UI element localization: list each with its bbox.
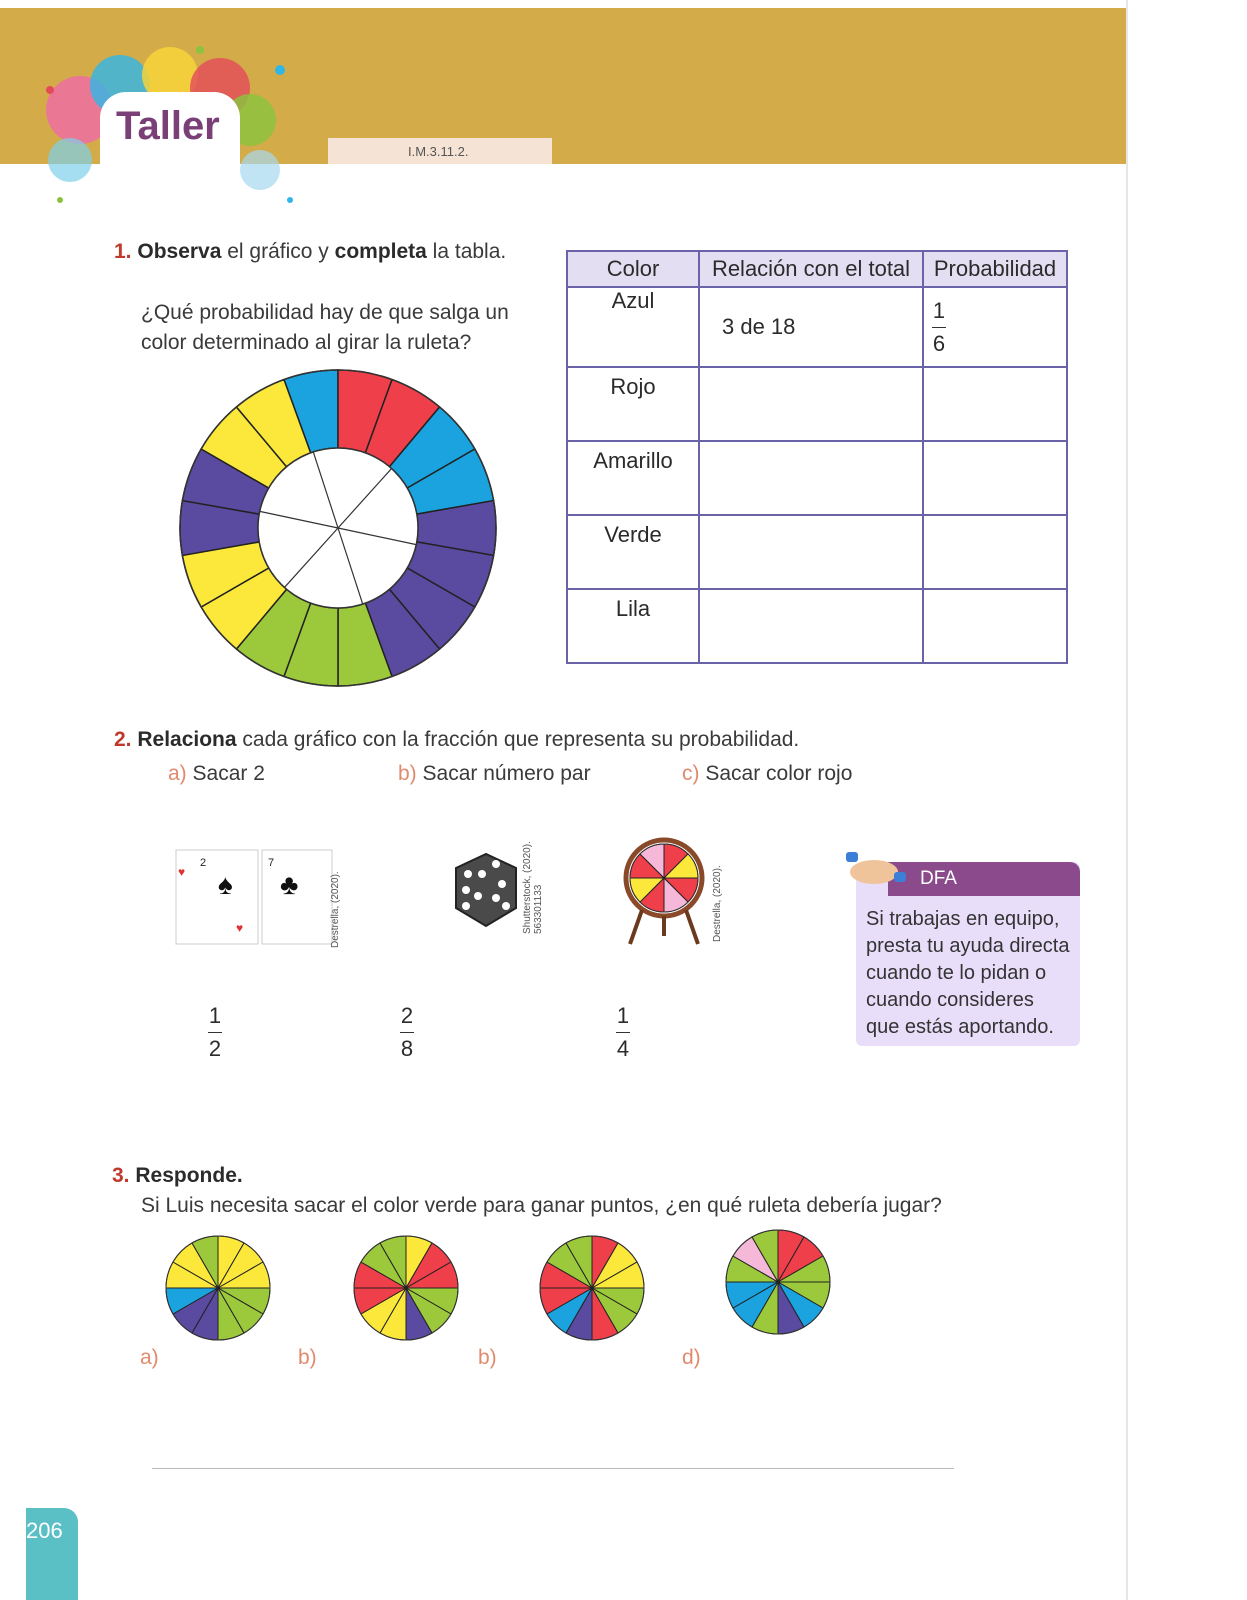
page-number: 206 bbox=[26, 1518, 63, 1543]
q3-instruction bbox=[112, 1164, 243, 1188]
roulette-b bbox=[350, 1232, 462, 1344]
roulette-stand-image bbox=[622, 836, 706, 946]
q2-option-c bbox=[682, 762, 852, 786]
card-rank: 2 bbox=[200, 857, 207, 869]
q2-option-b bbox=[398, 762, 591, 786]
image-credit: Destrella, (2020). bbox=[712, 865, 723, 942]
dfa-line: Si trabajas en equipo, bbox=[866, 908, 1060, 930]
table-row bbox=[567, 441, 1067, 515]
q3-question: Si Luis necesita sacar el color verde para ganar puntos, ¿en qué ruleta debería jugar? bbox=[141, 1194, 942, 1217]
fraction-denominator: 2 bbox=[208, 1036, 222, 1061]
option-text: Sacar número par bbox=[416, 762, 591, 785]
q3-bold: Responde. bbox=[135, 1164, 243, 1187]
roulette-leg bbox=[630, 910, 642, 944]
cell-color: Lila bbox=[567, 589, 699, 663]
cell-probability[interactable] bbox=[923, 441, 1067, 515]
fraction-denominator: 8 bbox=[400, 1036, 414, 1061]
fraction-numerator: 1 bbox=[208, 1003, 222, 1028]
hand-icon bbox=[840, 846, 910, 892]
cell-relation[interactable] bbox=[699, 367, 923, 441]
cell-probability bbox=[923, 287, 1067, 367]
dice-image bbox=[446, 850, 520, 930]
q2-number: 2. bbox=[114, 728, 132, 751]
option-text: Sacar color rojo bbox=[699, 762, 853, 785]
dfa-text bbox=[866, 906, 1076, 1041]
dfa-line: presta tu ayuda directa bbox=[866, 935, 1070, 957]
q2-instruction bbox=[114, 728, 799, 752]
q1-question-line-1: ¿Qué probabilidad hay de que salga un bbox=[141, 301, 509, 324]
fraction-numerator: 1 bbox=[932, 298, 946, 323]
cell-color: Amarillo bbox=[567, 441, 699, 515]
option-letter: b) bbox=[398, 762, 417, 785]
roulette-d bbox=[722, 1226, 834, 1338]
q1-question-line-2: color determinado al girar la ruleta? bbox=[141, 331, 472, 354]
table-header-row bbox=[567, 251, 1067, 287]
q1-bold-1: Observa bbox=[137, 240, 222, 263]
q1-end: la tabla. bbox=[426, 240, 507, 263]
cell-relation: 3 de 18 bbox=[699, 287, 923, 367]
option-letter: c) bbox=[682, 762, 700, 785]
roulette-label-d: d) bbox=[682, 1346, 701, 1369]
cell-color: Azul bbox=[567, 287, 699, 367]
q2-bold: Relaciona bbox=[137, 728, 237, 751]
header-probability: Probabilidad bbox=[923, 251, 1067, 287]
table-row bbox=[567, 287, 1067, 367]
q1-mid: el gráfico y bbox=[221, 240, 335, 263]
probability-table bbox=[566, 250, 1068, 664]
color-wheel bbox=[176, 366, 500, 690]
cell-color: Verde bbox=[567, 515, 699, 589]
club-icon: ♣ bbox=[280, 869, 299, 900]
q1-number: 1. bbox=[114, 240, 132, 263]
cell-probability[interactable] bbox=[923, 589, 1067, 663]
indicator-code-box bbox=[328, 138, 552, 164]
dfa-line: cuando te lo pidan o bbox=[866, 962, 1047, 984]
fraction-option-2[interactable] bbox=[400, 1004, 414, 1061]
option-letter: a) bbox=[168, 762, 187, 785]
q1-question bbox=[141, 298, 509, 358]
fraction-option-1[interactable] bbox=[208, 1004, 222, 1061]
dfa-line: que estás aportando. bbox=[866, 1016, 1054, 1038]
spade-icon: ♠ bbox=[218, 869, 233, 900]
cell-probability[interactable] bbox=[923, 367, 1067, 441]
cell-relation[interactable] bbox=[699, 589, 923, 663]
dfa-line: cuando consideres bbox=[866, 989, 1034, 1011]
dfa-title: DFA bbox=[920, 868, 957, 889]
fraction-numerator: 2 bbox=[400, 1003, 414, 1028]
table-row bbox=[567, 589, 1067, 663]
cell-color: Rojo bbox=[567, 367, 699, 441]
roulette-label-a: a) bbox=[140, 1346, 159, 1369]
playing-cards-image bbox=[174, 846, 334, 948]
roulette-c bbox=[536, 1232, 648, 1344]
heart-icon: ♥ bbox=[178, 865, 186, 879]
q1-instruction bbox=[114, 240, 506, 264]
fraction-numerator: 1 bbox=[616, 1003, 630, 1028]
page-edge bbox=[1126, 0, 1128, 1600]
cell-probability[interactable] bbox=[923, 515, 1067, 589]
heart-icon: ♥ bbox=[236, 921, 244, 935]
image-credit: Shutterstock, (2020). 563301133 bbox=[522, 841, 544, 934]
fraction bbox=[932, 299, 946, 356]
option-text: Sacar 2 bbox=[186, 762, 265, 785]
header-color: Color bbox=[567, 251, 699, 287]
q2-rest: cada gráfico con la fracción que representa su probabilidad. bbox=[236, 728, 800, 751]
dfa-header bbox=[888, 862, 1080, 896]
answer-line[interactable] bbox=[152, 1468, 954, 1469]
roulette-leg bbox=[686, 910, 698, 944]
image-credit: Destrella, (2020). bbox=[330, 871, 341, 948]
fraction-option-3[interactable] bbox=[616, 1004, 630, 1061]
roulette-label-c: b) bbox=[478, 1346, 497, 1369]
table-row bbox=[567, 367, 1067, 441]
fraction-denominator: 4 bbox=[616, 1036, 630, 1061]
table-row bbox=[567, 515, 1067, 589]
indicator-code: I.M.3.11.2. bbox=[408, 144, 469, 159]
q1-bold-2: completa bbox=[334, 240, 427, 263]
q3-number: 3. bbox=[112, 1164, 130, 1187]
q2-option-a bbox=[168, 762, 265, 786]
roulette-a bbox=[162, 1232, 274, 1344]
fraction-denominator: 6 bbox=[932, 331, 946, 356]
card-rank: 7 bbox=[268, 857, 275, 869]
header-relation: Relación con el total bbox=[699, 251, 923, 287]
page-title: Taller bbox=[116, 104, 220, 148]
roulette-label-b: b) bbox=[298, 1346, 317, 1369]
cell-relation[interactable] bbox=[699, 441, 923, 515]
cell-relation[interactable] bbox=[699, 515, 923, 589]
